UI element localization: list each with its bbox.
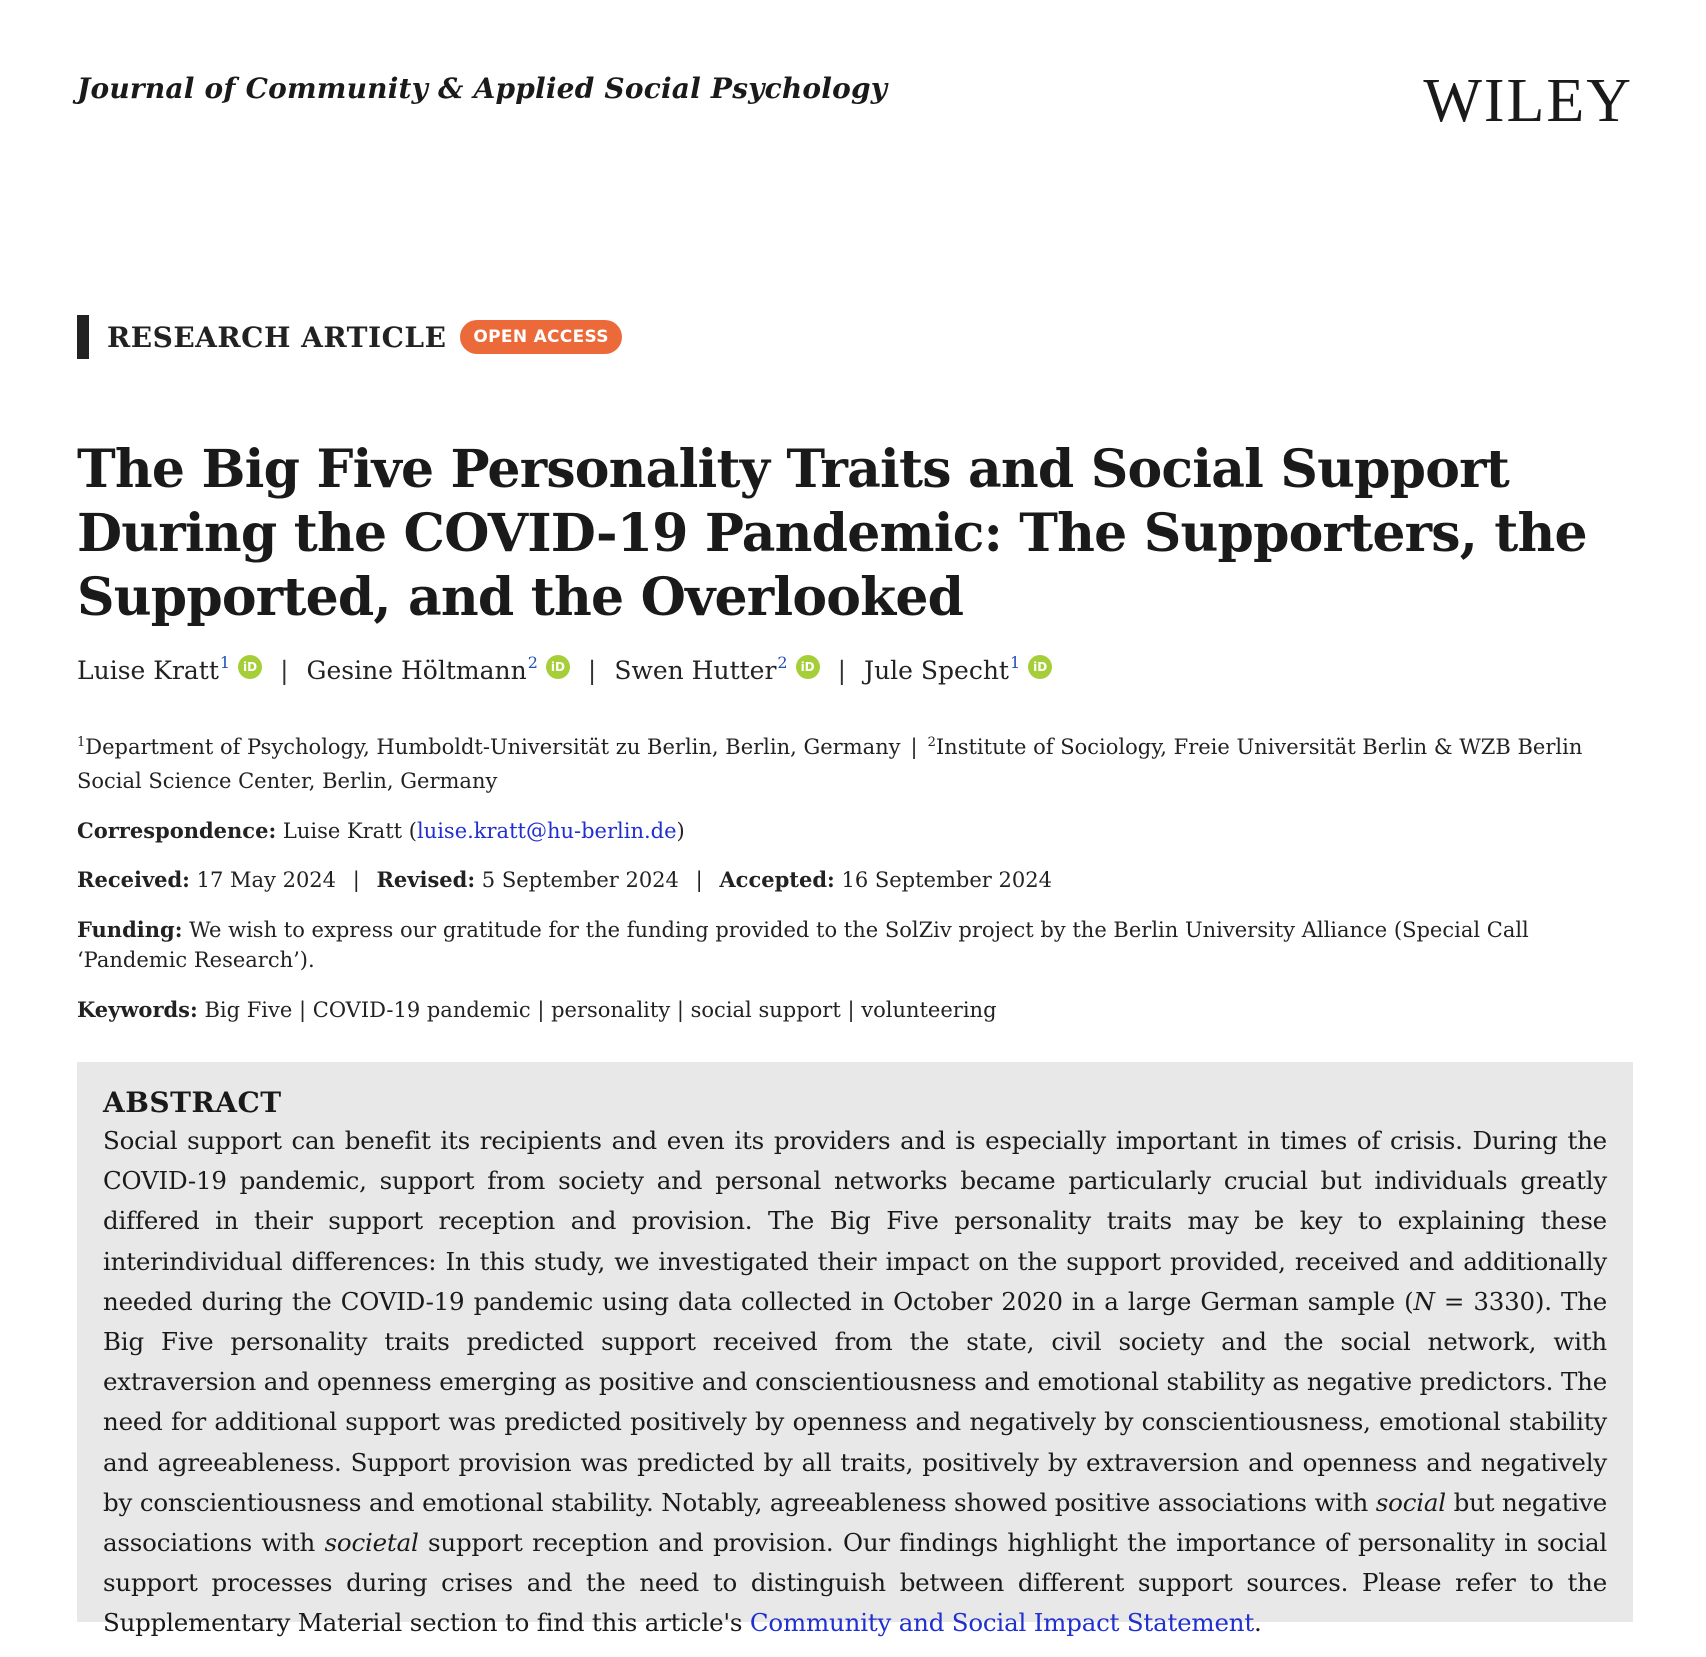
- orcid-icon[interactable]: iD: [546, 655, 570, 679]
- correspondence-email-link[interactable]: luise.kratt@hu-berlin.de: [416, 819, 677, 843]
- author-name[interactable]: Gesine Höltmann: [306, 656, 527, 685]
- author-name[interactable]: Swen Hutter: [614, 656, 777, 685]
- funding-text: We wish to express our gratitude for the funding provided to the SolZiv project by the Berlin University Alliance (Special Call ‘Pandemic Research’).: [77, 918, 1529, 972]
- keyword-separator: |: [676, 998, 684, 1022]
- keyword-separator: |: [847, 998, 855, 1022]
- orcid-icon[interactable]: iD: [1028, 655, 1052, 679]
- abstract-segment: support reception and provision. Our findings highlight the importance of personality in social support processes during crises and the need to distinguish between different support sources. Please refer to the Supplementary Material section to find this article's: [103, 1528, 1607, 1638]
- accepted-date: 16 September 2024: [841, 868, 1052, 892]
- affiliation-ref[interactable]: 2: [527, 653, 538, 672]
- article-type: [77, 315, 622, 359]
- keyword-link[interactable]: social support: [690, 998, 841, 1022]
- author-name[interactable]: Luise Kratt: [77, 656, 219, 685]
- keyword-link[interactable]: volunteering: [861, 998, 997, 1022]
- keyword-separator: |: [299, 998, 307, 1022]
- correspondence-label: Correspondence:: [77, 818, 277, 843]
- funding: [77, 915, 1617, 975]
- author-item[interactable]: [864, 653, 1052, 685]
- accepted-label: Accepted:: [719, 867, 835, 892]
- affiliation-1: Department of Psychology, Humboldt-Universität zu Berlin, Berlin, Germany: [85, 735, 901, 759]
- affiliation-number: 2: [927, 735, 936, 750]
- article-type-bar: [77, 315, 89, 359]
- affiliation-separator: |: [910, 735, 918, 759]
- keywords: [77, 995, 1617, 1025]
- author-item[interactable]: [306, 653, 570, 685]
- abstract-segment: .: [1254, 1608, 1262, 1638]
- keyword-link[interactable]: COVID-19 pandemic: [312, 998, 531, 1022]
- author-separator: |: [837, 656, 847, 685]
- abstract-text: [103, 1121, 1607, 1644]
- affiliation-2: Institute of Sociology, Freie Universität Berlin & WZB Berlin Social Science Center, Berlin, Germany: [77, 735, 1583, 793]
- history-dates: [77, 865, 1617, 895]
- author-separator: |: [280, 656, 289, 685]
- abstract-segment: but negative associations with: [103, 1487, 1607, 1558]
- orcid-icon[interactable]: iD: [796, 655, 820, 679]
- abstract-emphasis: societal: [324, 1528, 419, 1558]
- affiliation-ref[interactable]: 1: [219, 653, 231, 672]
- journal-name[interactable]: Journal of Community & Applied Social Psychology: [77, 72, 888, 105]
- abstract-segment: Social support can benefit its recipients and even its providers and is especially important in times of crisis. During the COVID-19 pandemic, support from society and personal networks became particularly crucial but individuals greatly differed in their support reception and provision. The Big Five personality traits may be key to explaining these interindividual differences: In this study, we investigated their impact on the support provided, received and additionally needed during the COVID-19 pandemic using data collected in October 2020 in a large German sample (: [103, 1126, 1607, 1316]
- correspondence-name: Luise Kratt (: [282, 819, 417, 843]
- author-list: [77, 653, 1052, 685]
- date-separator: |: [695, 868, 703, 892]
- affiliations: [77, 726, 1617, 798]
- abstract-heading: ABSTRACT: [103, 1086, 282, 1119]
- revised-date: 5 September 2024: [481, 868, 679, 892]
- orcid-icon[interactable]: iD: [238, 655, 262, 679]
- affiliation-number: 1: [77, 735, 86, 750]
- abstract-section: [77, 1062, 1633, 1638]
- author-name[interactable]: Jule Specht: [864, 656, 1009, 685]
- sample-size-value: = 3330: [1434, 1286, 1535, 1316]
- abstract-emphasis: social: [1375, 1487, 1446, 1517]
- article-type-label: RESEARCH ARTICLE: [107, 320, 447, 354]
- publisher-logo[interactable]: WILEY: [1423, 67, 1633, 135]
- keywords-label: Keywords:: [77, 997, 198, 1022]
- received-date: 17 May 2024: [196, 868, 337, 892]
- author-separator: |: [587, 656, 597, 685]
- revised-label: Revised:: [376, 867, 476, 892]
- funding-label: Funding:: [77, 917, 183, 942]
- received-label: Received:: [77, 867, 190, 892]
- impact-statement-link[interactable]: Community and Social Impact Statement: [749, 1608, 1254, 1638]
- author-item[interactable]: [77, 653, 262, 685]
- correspondence-close: ): [676, 819, 685, 843]
- abstract-segment: ). The Big Five personality traits predicted support received from the state, civil society and the social network, with extraversion and openness emerging as positive and conscientiousness and emotional stability as negative predictors. The need for additional support was predicted positively by openness and negatively by conscientiousness, emotional stability and agreeableness. Support provision was predicted by all traits, positively by extraversion and openness and negatively by conscientiousness and emotional stability. Notably, agreeableness showed positive associations with: [103, 1286, 1607, 1517]
- affiliation-ref[interactable]: 1: [1009, 653, 1021, 672]
- keyword-link[interactable]: personality: [551, 998, 671, 1022]
- article-title: The Big Five Personality Traits and Social Support During the COVID-19 Pandemic: The Supporters, the Supported, and the Overlooked: [77, 439, 1587, 628]
- affiliation-ref[interactable]: 2: [777, 653, 788, 672]
- keyword-link[interactable]: Big Five: [204, 998, 293, 1022]
- sample-size-symbol: N: [1413, 1286, 1435, 1316]
- open-access-badge[interactable]: OPEN ACCESS: [460, 320, 621, 354]
- author-item[interactable]: [614, 653, 819, 685]
- keyword-separator: |: [537, 998, 545, 1022]
- date-separator: |: [352, 868, 360, 892]
- correspondence: [77, 816, 1617, 846]
